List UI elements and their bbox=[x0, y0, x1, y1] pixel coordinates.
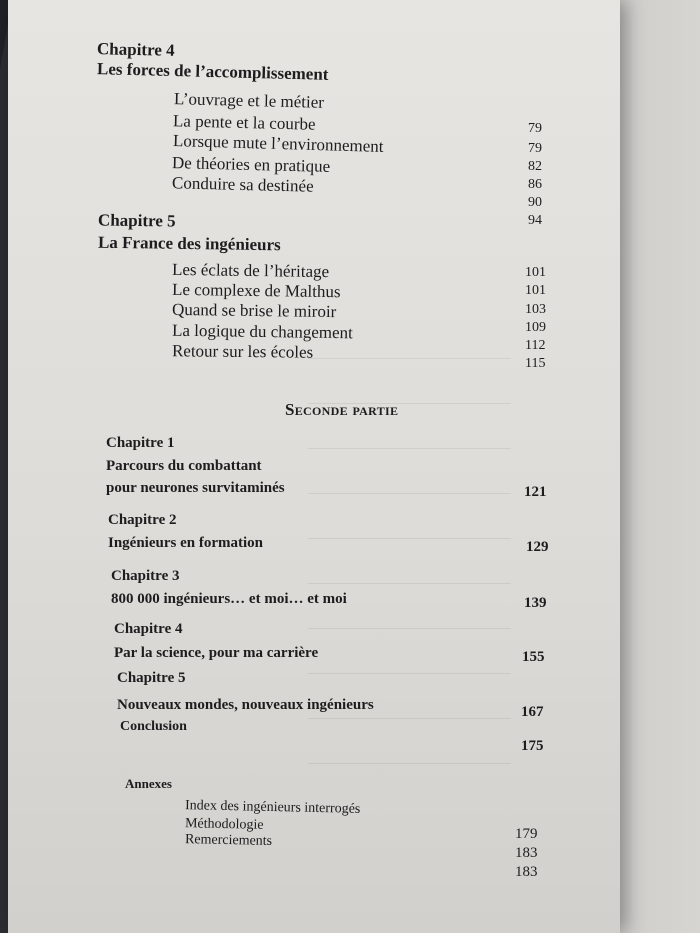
page-number: 183 bbox=[515, 845, 538, 861]
toc-item: Lorsque mute l’environnement bbox=[172, 131, 384, 156]
page-number: 90 bbox=[528, 195, 542, 210]
chapter-title: pour neurones survitaminés bbox=[106, 480, 285, 496]
page-number: 112 bbox=[525, 338, 546, 353]
page-number: 155 bbox=[522, 649, 545, 665]
annex-item: Remerciements bbox=[184, 832, 273, 849]
page-number: 129 bbox=[526, 539, 549, 555]
page-number: 115 bbox=[525, 356, 546, 371]
chapter-label: Chapitre 1 bbox=[106, 435, 175, 451]
toc-item: Conduire sa destinée bbox=[171, 173, 314, 196]
page-number: 183 bbox=[515, 864, 538, 880]
chapter-title: Par la science, pour ma carrière bbox=[114, 645, 319, 661]
toc-item: Quand se brise le miroir bbox=[171, 299, 337, 322]
toc-item: L’ouvrage et le métier bbox=[173, 89, 325, 112]
page-number: 175 bbox=[521, 738, 544, 754]
chapter-title: Nouveaux mondes, nouveaux ingénieurs bbox=[117, 697, 374, 713]
toc-item: Le complexe de Malthus bbox=[171, 279, 341, 302]
page-number: 121 bbox=[524, 484, 547, 500]
chapter-label: Chapitre 4 bbox=[96, 39, 175, 60]
chapter-title: Les forces de l’accomplissement bbox=[96, 59, 329, 84]
chapter-label: Chapitre 5 bbox=[117, 670, 186, 686]
chapter-title: Ingénieurs en formation bbox=[108, 535, 263, 551]
annexes-label: Annexes bbox=[125, 776, 172, 791]
chapter-label: Chapitre 4 bbox=[114, 621, 183, 637]
page-number: 101 bbox=[525, 283, 546, 298]
toc-item: De théories en pratique bbox=[171, 153, 331, 176]
chapter-title: La France des ingénieurs bbox=[97, 232, 281, 255]
chapter-label: Chapitre 5 bbox=[97, 210, 176, 231]
toc-item: La logique du changement bbox=[171, 320, 353, 343]
annex-item: Index des ingénieurs interrogés bbox=[184, 798, 361, 817]
chapter-title: 800 000 ingénieurs… et moi… et moi bbox=[111, 591, 347, 607]
page-number: 86 bbox=[528, 177, 542, 192]
toc-item: Retour sur les écoles bbox=[171, 341, 314, 362]
chapter-label: Chapitre 2 bbox=[108, 512, 177, 528]
chapter-title: Parcours du combattant bbox=[106, 458, 262, 474]
page-number: 79 bbox=[528, 121, 542, 136]
page-number: 139 bbox=[524, 595, 547, 611]
toc-item: La pente et la courbe bbox=[172, 111, 316, 134]
toc-item: Les éclats de l’héritage bbox=[171, 259, 330, 282]
page-number: 101 bbox=[525, 265, 546, 280]
page-number: 103 bbox=[525, 302, 546, 317]
conclusion-label: Conclusion bbox=[120, 719, 187, 734]
page-number: 167 bbox=[521, 704, 544, 720]
page-number: 79 bbox=[528, 141, 542, 156]
page-number: 82 bbox=[528, 159, 542, 174]
part-heading: Seconde partie bbox=[285, 400, 399, 419]
page-number: 179 bbox=[515, 826, 538, 842]
page-number: 94 bbox=[528, 213, 542, 228]
page-number: 109 bbox=[525, 320, 546, 335]
chapter-label: Chapitre 3 bbox=[111, 568, 180, 584]
annex-item: Méthodologie bbox=[184, 816, 264, 833]
